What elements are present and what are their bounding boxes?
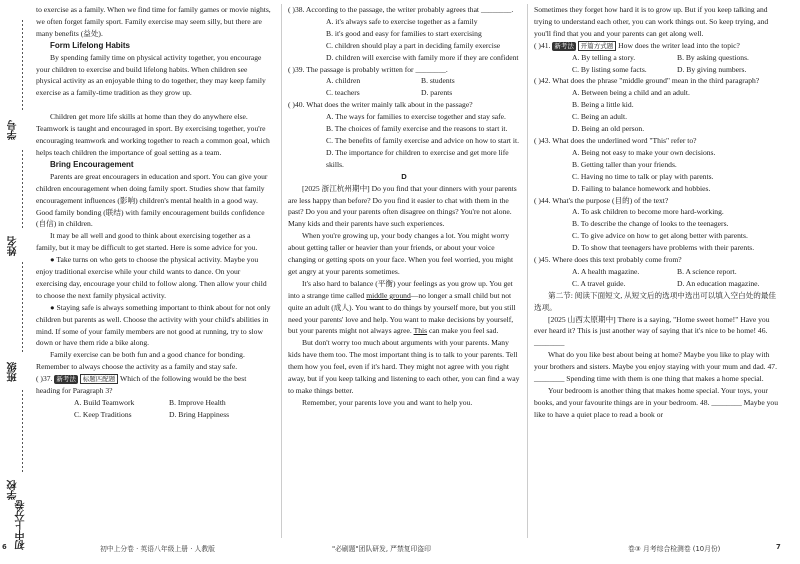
option-d: D. To show that teenagers have problems with their parents. xyxy=(572,243,755,253)
option-b: B. Improve Health xyxy=(169,398,226,407)
paragraph: By spending family time on physical activity together, you encourage your children to exercise and build lifelong habits. When children see physical activity as an enjoyable thing to do together, they may keep family exercise as a family-time tradition as they grow up. xyxy=(36,52,266,98)
option-c: C. Keep Traditions xyxy=(74,409,132,419)
option-d: D. An education magazine. xyxy=(677,278,760,288)
question-type-box: 标题匹配题 xyxy=(80,374,119,384)
option-d: D. parents xyxy=(421,88,453,98)
question-43: ( )43. What does the underlined word "This" refer to? xyxy=(534,135,697,145)
cut-line xyxy=(22,150,23,230)
cut-line xyxy=(22,390,23,472)
new-type-tag: 新考法 xyxy=(56,375,76,384)
option-b: B. A science report. xyxy=(677,266,737,276)
paragraph: [2025 山西太原期中] There is a saying, "Home sweet home!" Have you ever heard it? This is just another way of saying that it's nice to be home! 46. ________ xyxy=(534,314,770,348)
text-run: can make you feel sad. xyxy=(427,326,499,336)
question-39: ( )39. The passage is probably written for ________. xyxy=(288,64,448,74)
bullet-paragraph: ● Take turns on who gets to choose the physical activity. Maybe you enjoy traditional exercise while your child wants to dance. On your exercising day, encourage your child to follow along. Then allow your child to choose the next family physical activity. xyxy=(36,255,267,300)
name-label: 姓名 xyxy=(8,236,19,256)
question-41 xyxy=(534,40,778,52)
question-37 xyxy=(36,373,272,397)
option-a: A. The ways for families to exercise together and stay safe. xyxy=(326,112,506,122)
question-42: ( )42. What does the phrase "middle ground" mean in the third paragraph? xyxy=(534,76,760,86)
footer-left: 初中上分卷 · 英语八年级上册 · 人教版 xyxy=(100,545,215,553)
option-a: A. it's always safe to exercise together as a family xyxy=(326,16,478,26)
options-row xyxy=(572,278,778,290)
options-row xyxy=(572,52,778,64)
blank-space xyxy=(36,99,272,111)
section-heading: Bring Encouragement xyxy=(50,159,134,169)
question-text: How does the writer lead into the topic? xyxy=(618,40,740,50)
binding-margin xyxy=(0,0,34,564)
option-d: D. By giving numbers. xyxy=(677,64,747,74)
options-row xyxy=(572,64,778,76)
option-b: B. it's good and easy for families to start exercising xyxy=(326,28,482,38)
option-a: A. A health magazine. xyxy=(572,266,640,276)
paragraph xyxy=(288,278,520,338)
option-c: C. A travel guide. xyxy=(572,278,626,288)
question-type-box: 开篇方式题 xyxy=(578,41,617,51)
paragraph: Children get more life skills at home than they do anywhere else. Teamwork is taught and encouraged in sport. By exercising together, you're encouraging teamwork and working together to reach a common goal, which helps teach children the importance of goal setting as a team. xyxy=(36,112,270,157)
paragraph: to exercise as a family. When we find time for family games or movie nights, we often forget family sport. Family exercise may seem silly, but there are many benefits (益处). xyxy=(36,5,271,38)
option-c: C. children should play a part in deciding family exercise xyxy=(326,40,501,50)
option-b: B. Getting taller than your friends. xyxy=(572,159,677,169)
student-number-label: 学号 xyxy=(8,120,19,140)
brand-vertical-label: 初中上分卷 xyxy=(16,500,27,550)
option-c: C. By listing some facts. xyxy=(572,64,647,74)
page-number-left: 6 xyxy=(2,543,7,551)
question-text: Which of the following would be the best heading for Paragraph 3? xyxy=(36,374,247,396)
paragraph: What do you like best about being at home? Maybe you like to play with your brothers and sisters. Maybe you enjoy staying with your mum and dad. 47. ________ Spending time with them is one thing that makes a home special. xyxy=(534,350,777,384)
column-divider xyxy=(281,4,282,538)
paragraph: When you're growing up, your body changes a lot. You might worry about getting taller or heavier than your friends, or about your voice changing or getting spots on your face. When you feel worried, you might get angry at your parents sometimes. xyxy=(288,231,514,276)
option-a: A. To ask children to become more hard-working. xyxy=(572,207,724,217)
bullet-paragraph: ● Staying safe is always something important to think about for not only children but parents as well. Choose the activity with your child's abilities in mind. If some of your family members are not good at running, try to slow down or have them ride a bike along. xyxy=(36,302,271,348)
footer-center: "必刷题"团队研发, 严禁复印盗印 xyxy=(332,545,431,553)
section-heading: Form Lifelong Habits xyxy=(50,40,130,50)
option-c: C. teachers xyxy=(326,88,360,98)
underlined-phrase: middle ground xyxy=(366,290,411,300)
question-45: ( )45. Where does this text probably come from? xyxy=(534,255,682,265)
option-b: B. By asking questions. xyxy=(677,52,749,62)
options-row xyxy=(74,397,272,409)
paragraph: [2025 浙江杭州期中] Do you find that your dinners with your parents are less happy than before? Do you find it easier to chat with them in the past? Do you and your parents often disagree on things? You're not alone. Many kids and their parents have such experiences. xyxy=(288,183,517,229)
option-a: A. Build Teamwork xyxy=(74,398,135,407)
cut-line xyxy=(22,262,23,354)
underlined-word: This xyxy=(413,326,428,336)
option-c: C. Being an adult. xyxy=(572,112,628,122)
option-d: D. Being an old person. xyxy=(572,124,645,134)
question-38: ( )38. According to the passage, the writer probably agrees that ________. xyxy=(288,5,514,14)
question-number: ( )41. xyxy=(534,40,551,50)
option-d: D. Failing to balance homework and hobbies. xyxy=(572,183,711,193)
column-left xyxy=(36,4,272,421)
paragraph: Parents are great encouragers in education and sport. You can give your children encouragement when doing family sport. Studies show that family encouragement influences (影响) children's mental health in a good way. Good family bonding (联结) with family encouragement builds confidence (自信) in children. xyxy=(36,171,268,229)
question-44: ( )44. What's the purpose (目的) of the text? xyxy=(534,195,669,205)
column-divider xyxy=(527,4,528,538)
text-run: It's also hard to balance (平衡) your feelings as you grow up. You get into a strange time called xyxy=(288,278,513,300)
new-type-tag: 新考法 xyxy=(554,41,574,50)
options-row xyxy=(572,266,778,278)
school-label: 学校 xyxy=(8,480,19,500)
option-b: B. The choices of family exercise and the reasons to start it. xyxy=(326,124,508,134)
option-b: B. Being a little kid. xyxy=(572,100,634,110)
option-c: C. The benefits of family exercise and advice on how to start it. xyxy=(326,135,520,145)
option-d: D. The importance for children to exercise and get more life skills. xyxy=(326,147,509,169)
option-a: A. children xyxy=(326,76,361,86)
question-40: ( )40. What does the writer mainly talk about in the passage? xyxy=(288,100,473,110)
page-number-right: 7 xyxy=(776,543,781,551)
option-a: A. Between being a child and an adult. xyxy=(572,88,690,98)
paragraph: But don't worry too much about arguments with your parents. Many kids have them too. The most important thing is to talk to your parents. Tell them how you feel, even if it's hard. They might not agree with you right away, but if you keep talking and listening to each other, you can find a way to make things better. xyxy=(288,338,520,395)
section-letter: D xyxy=(401,171,407,181)
options-row xyxy=(74,409,272,421)
option-d: D. children will exercise with family more if they are confident xyxy=(326,52,519,62)
options-row xyxy=(326,75,520,87)
cut-line xyxy=(22,20,23,110)
paragraph: Sometimes they forget how hard it is to grow up. But if you keep talking and trying to understand each other, you can work things out. So keep trying, and you'll find that you and your parents can get along well. xyxy=(534,5,769,38)
column-right xyxy=(534,4,778,421)
paragraph: Remember, your parents love you and want to help you. xyxy=(302,397,473,407)
class-label: 班级 xyxy=(8,362,19,382)
option-c: C. Having no time to talk or play with parents. xyxy=(572,171,714,181)
option-b: B. To describe the change of looks to the teenagers. xyxy=(572,219,729,229)
option-c: C. To give advice on how to get along better with parents. xyxy=(572,231,748,241)
text-run: —no longer a small child but not quite an adult (成人). You want to do things by yourself more, but you still need your parents' love and help. You want to make decisions by yourself, but your parents might not always agree. xyxy=(288,290,516,336)
option-a: A. By telling a story. xyxy=(572,52,636,62)
option-d: D. Bring Happiness xyxy=(169,409,230,419)
paragraph: Your bedroom is another thing that makes home special. Your toys, your books, and your favourite things are in your bedroom. 48. ________ Maybe you like to have a quiet place to read a book or xyxy=(534,386,779,419)
column-middle xyxy=(288,4,520,409)
footer-right: 卷③ 月考综合检测卷 (10月份) xyxy=(628,545,721,553)
option-a: A. Being not easy to make your own decisions. xyxy=(572,147,716,157)
options-row xyxy=(326,87,520,99)
paragraph: It may be all well and good to think about exercising together as a family, but it may be difficult to get started. Here is some advice for you. xyxy=(36,231,258,253)
option-b: B. students xyxy=(421,76,455,86)
question-number: ( )37. xyxy=(36,374,53,384)
paragraph: Family exercise can be both fun and a good chance for bonding. Remember to always choose the activity as a family and stay safe. xyxy=(36,350,245,372)
section-instruction: 第二节: 阅读下面短文, 从短文后的选项中选出可以填入空白处的最佳选项。 xyxy=(534,290,777,312)
